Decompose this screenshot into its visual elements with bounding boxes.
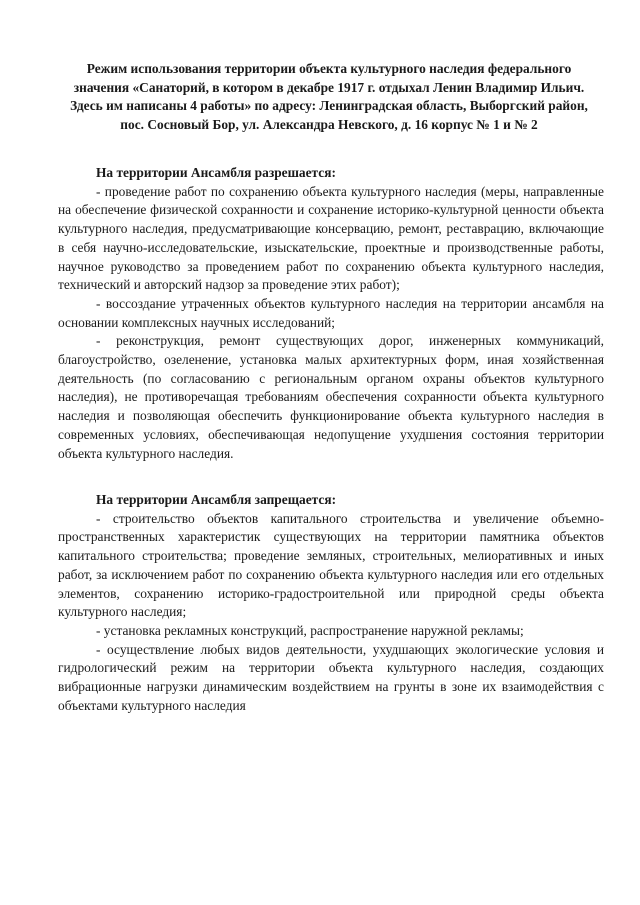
allowed-item: - реконструкция, ремонт существующих дорог, инженерных коммуникаций, благоустройство, озеленение, установка малых архитектурных форм, иная хозяйственная деятельность (по согласованию с региональным органом охраны объектов культурного наследия), не противоречащая требованиям обеспечения сохранности объекта культурного наследия и позволяющая обеспечить функционирование объекта культурного наследия в современных условиях, обеспечивающая недопущение ухудшения состояния территории объекта культурного наследия. (58, 333, 604, 461)
prohibited-section (58, 491, 604, 715)
prohibited-heading: На территории Ансамбля запрещается: (96, 492, 337, 507)
document-title: Режим использования территории объекта культурного наследия федерального значения «Санаторий, в котором в декабре 1917 г. отдыхал Ленин Владимир Ильич. Здесь им написаны 4 работы» по адресу: Ленинградская область, Выборгский район, пос. Сосновый Бор, ул. Александра Невского, д. 16 корпус № 1 и № 2 (70, 61, 588, 132)
allowed-heading: На территории Ансамбля разрешается: (96, 165, 336, 180)
prohibited-item: - установка рекламных конструкций, распространение наружной рекламы; (96, 622, 524, 638)
allowed-item: - проведение работ по сохранению объекта культурного наследия (меры, направленные на обеспечение физической сохранности и сохранение историко-культурной ценности объекта культурного наследия, предусматривающие консервацию, ремонт, реставрацию, включающие в себя научно-исследовательские, изыскательские, проектные и производственные работы, научное руководство за проведением работ по сохранению объекта культурного наследия, технический и авторский надзор за проведение этих работ); (58, 183, 604, 293)
prohibited-item: - осуществление любых видов деятельности, ухудшающих экологические условия и гидрологический режим на территории объекта культурного наследия, создающих вибрационные нагрузки динамическим воздействием на грунты в зоне их взаимодействия с объектами культурного наследия (58, 641, 604, 713)
prohibited-item: - строительство объектов капитального строительства и увеличение объемно-пространственных характеристик существующих на территории памятника объектов капитального строительства; проведение земляных, строительных, мелиоративных и иных работ, за исключением работ по сохранению объекта культурного наследия или его отдельных элементов, сохранению историко-градостроительной или природной среды объекта культурного наследия; (58, 510, 604, 620)
allowed-section (58, 164, 604, 463)
allowed-item: - воссоздание утраченных объектов культурного наследия на территории ансамбля на основании комплексных научных исследований; (58, 295, 604, 330)
